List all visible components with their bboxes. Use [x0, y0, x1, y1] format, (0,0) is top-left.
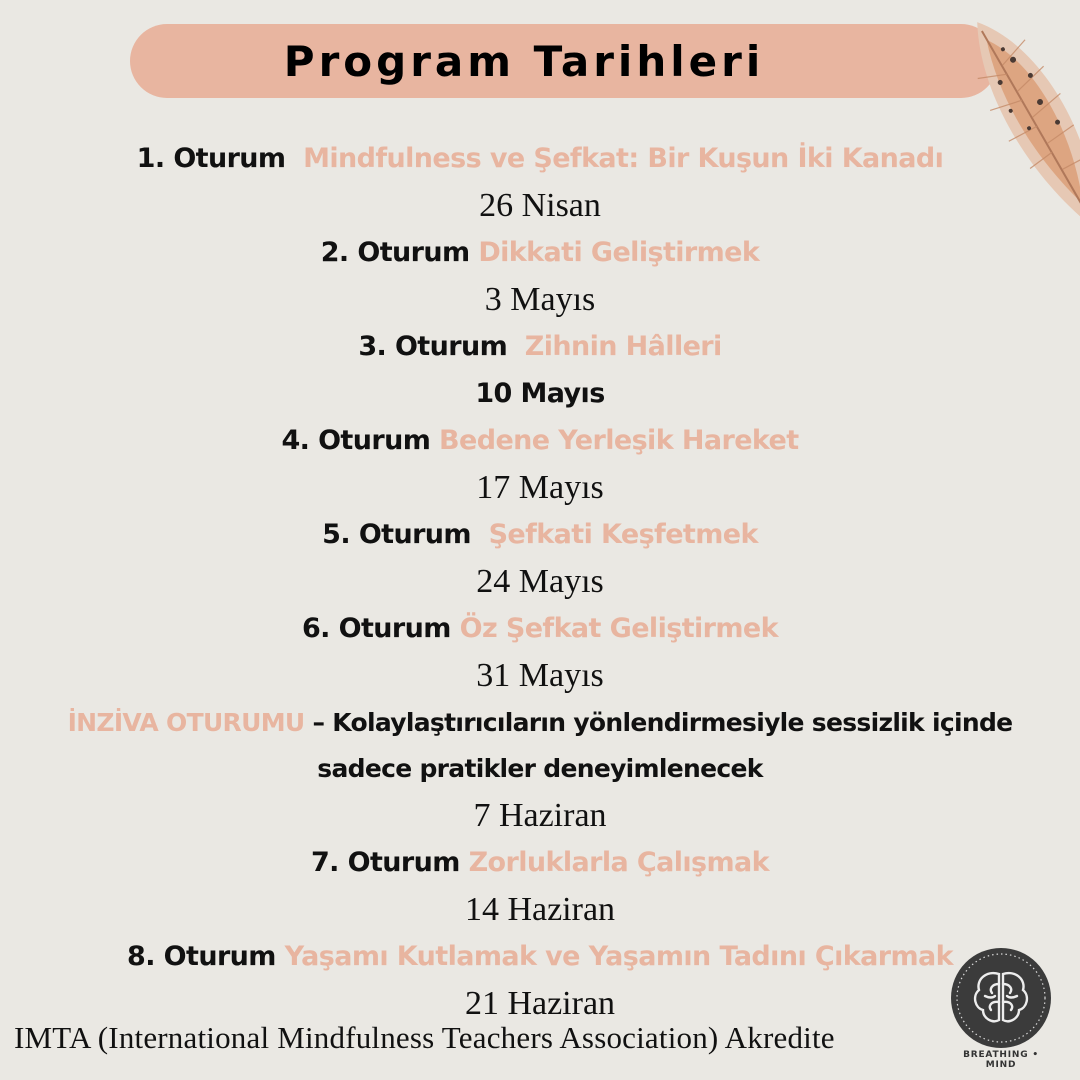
session-number: 7. Oturum: [310, 847, 460, 878]
session-number: 6. Oturum: [302, 613, 451, 644]
session-1-heading: [0, 136, 1080, 182]
session-8-date: 21 Haziran: [464, 985, 616, 1022]
program-list: [0, 136, 1080, 1028]
session-topic: Bedene Yerleşik Hareket: [439, 425, 799, 456]
session-6-date: 31 Mayıs: [476, 657, 604, 694]
retreat-date: 7 Haziran: [473, 797, 607, 834]
session-number: 8. Oturum: [127, 941, 276, 972]
session-7-date: 14 Haziran: [464, 891, 616, 928]
session-number: 3. Oturum: [358, 331, 508, 362]
retreat-line-2: sadece pratikler deneyimlenecek: [317, 754, 763, 783]
session-number: 2. Oturum: [320, 237, 470, 268]
session-topic: Dikkati Geliştirmek: [478, 237, 760, 268]
session-topic: Öz Şefkat Geliştirmek: [459, 613, 778, 644]
session-7-heading: [0, 840, 1080, 886]
session-1-date: 26 Nisan: [479, 187, 601, 224]
retreat-heading: [0, 700, 1080, 792]
retreat-label: İNZİVA OTURUMU: [67, 708, 305, 737]
session-3-date: 10 Mayıs: [475, 378, 605, 409]
session-4-heading: [0, 418, 1080, 464]
retreat-line-1: [0, 700, 1080, 746]
session-8-heading: [0, 934, 1080, 980]
accreditation-note: IMTA (International Mindfulness Teachers Association) Akredite: [14, 1020, 835, 1055]
session-topic: Zorluklarla Çalışmak: [468, 847, 770, 878]
session-topic: Mindfulness ve Şefkat: Bir Kuşun İki Kanadı: [303, 143, 944, 174]
session-4-date: 17 Mayıs: [476, 469, 604, 506]
session-6-heading: [0, 606, 1080, 652]
retreat-description: – Kolaylaştırıcıların yönlendirmesiyle sessizlik içinde: [304, 708, 1013, 737]
logo-text: BREATHING • MIND: [963, 1050, 1039, 1070]
page-title: Program Tarihleri: [283, 36, 765, 86]
session-2-date: 3 Mayıs: [484, 281, 596, 318]
session-number: 5. Oturum: [322, 519, 471, 550]
session-5-date: 24 Mayıs: [476, 563, 604, 600]
session-3-heading: [0, 324, 1080, 370]
session-5-heading: [0, 512, 1080, 558]
breathing-mind-logo: [948, 946, 1054, 1068]
session-topic: Şefkati Keşfetmek: [488, 519, 758, 550]
session-2-heading: [0, 230, 1080, 276]
title-banner: [130, 24, 998, 98]
brain-icon: [948, 946, 1054, 1050]
session-number: 4. Oturum: [281, 425, 431, 456]
session-number: 1. Oturum: [136, 143, 286, 174]
session-topic: Zihnin Hâlleri: [524, 331, 722, 362]
session-topic: Yaşamı Kutlamak ve Yaşamın Tadını Çıkarmak: [284, 941, 953, 972]
